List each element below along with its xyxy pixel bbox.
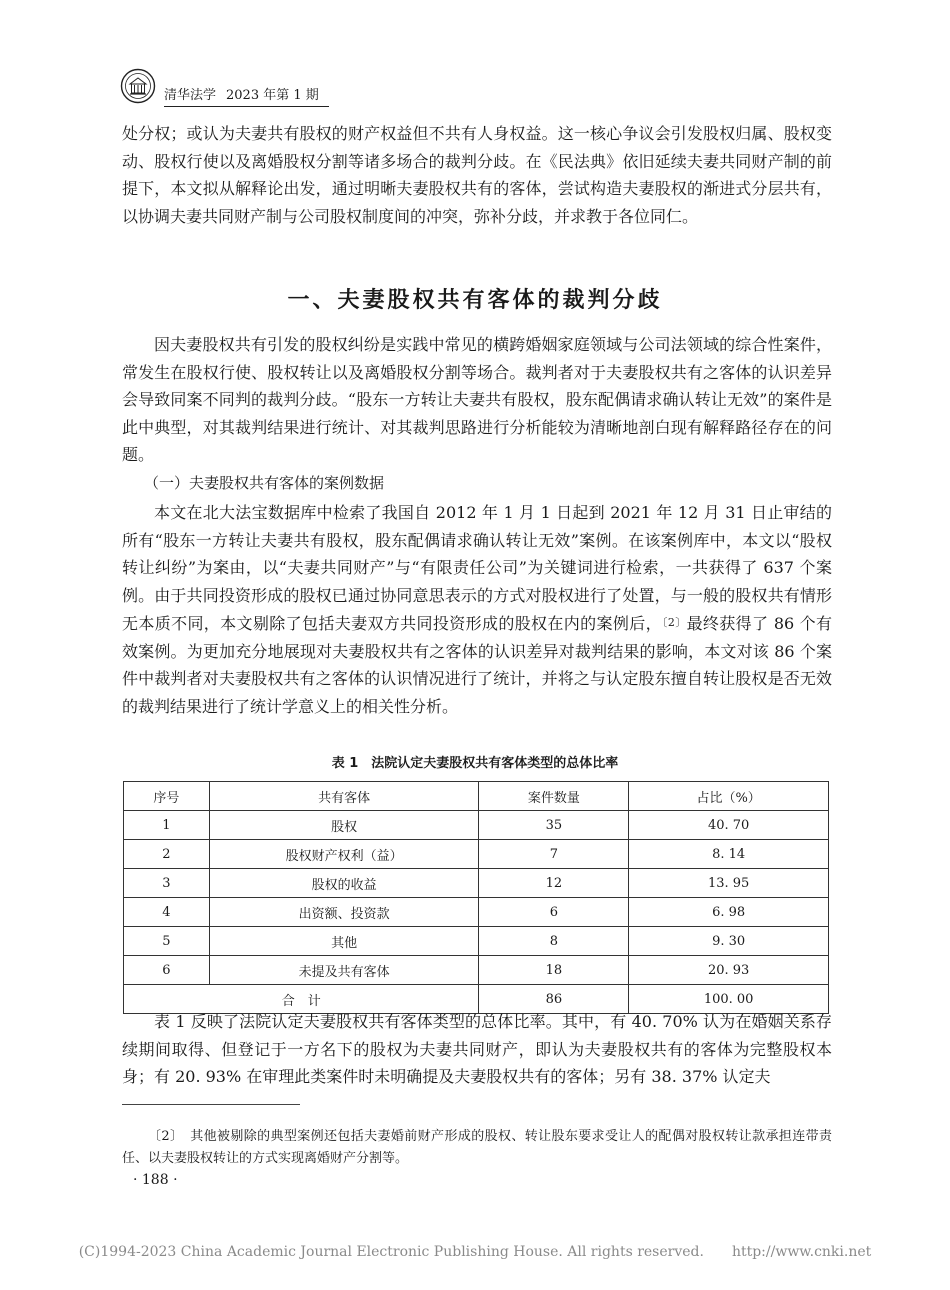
header-cell: 共有客体 (209, 782, 479, 811)
journal-name: 清华法学 (164, 88, 217, 103)
table-cell: 4 (124, 898, 210, 927)
footnote-divider (122, 1104, 300, 1105)
body-paragraph-3: 表 1 反映了法院认定夫妻股权共有客体类型的总体比率。其中，有 40. 70% 认为在婚姻关系存续期间取得、但登记于一方名下的股权为夫妻共同财产，即认为夫妻股权共有的客体为完整股权本身；有 20. 93% 在审理此类案件时未明确提及夫妻股权共有的客体；另有 38. 37% 认定夫 (122, 1012, 832, 1086)
table-cell: 出资额、投资款 (209, 898, 479, 927)
total-percentage: 100. 00 (629, 985, 829, 1014)
intro-paragraph: 处分权；或认为夫妻共有股权的财产权益但不共有人身权益。这一核心争议会引发股权归属、股权变动、股权行使以及离婚股权分割等诸多场合的裁判分歧。在《民法典》依旧延续夫妻共同财产制的前提下，本文拟从解释论出发，通过明晰夫妻股权共有的客体，尝试构造夫妻股权的渐进式分层共有，以协调夫妻共同财产制与公司股权制度间的冲突，弥补分歧，并求教于各位同仁。 (122, 124, 832, 226)
footnote-reference-link[interactable]: 〔2〕 (661, 616, 687, 629)
subsection-title: （一）夫妻股权共有客体的案例数据 (144, 474, 385, 492)
table-row (124, 869, 829, 898)
section-title: 一、夫妻股权共有客体的裁判分歧 (287, 287, 663, 313)
table-row (124, 840, 829, 869)
header-cell: 案件数量 (479, 782, 629, 811)
body-paragraph-2-text-a: 本文在北大法宝数据库中检索了我国自 2012 年 1 月 1 日起到 2021 年 12 月 31 日止审结的所有“股东一方转让夫妻共有股权，股东配偶请求确认转让无效”案例。在该案例库中，本文以“股权转让纠纷”为案由，以“夫妻共同财产”与“有限责任公司”为关键词进行检索，一共获得了 637 个案例。由于共同投资形成的股权已通过协同意思表示的方式对股权进行了处置，与一般的股权共有情形无本质不同，本文剔除了包括夫妻双方共同投资形成的股权在内的案例后， (122, 503, 832, 633)
table-cell: 未提及共有客体 (209, 956, 479, 985)
body-paragraph-2-text-b: 最终获得了 86 个有效案例。为更加充分地展现对夫妻股权共有之客体的认识差异对裁判结果的影响，本文对该 86 个案件中裁判者对夫妻股权共有之客体的认识情况进行了统计，并将之与认定股东擅自转让股权是否无效的裁判结果进行了统计学意义上的相关性分析。 (122, 614, 832, 716)
table-row (124, 956, 829, 985)
table-header-row (124, 782, 829, 811)
table-cell: 6. 98 (629, 898, 829, 927)
table-cell: 股权 (209, 811, 479, 840)
table-cell: 其他 (209, 927, 479, 956)
table-cell: 6 (124, 956, 210, 985)
journal-logo-icon (120, 68, 156, 104)
body-paragraph-2 (122, 499, 832, 720)
table-cell: 9. 30 (629, 927, 829, 956)
footnote: 〔2〕 其他被剔除的典型案例还包括夫妻婚前财产形成的股权、转让股东要求受让人的配偶对股权转让款承担连带责任、以夫妻股权转让的方式实现离婚财产分割等。 (122, 1129, 832, 1166)
journal-issue-line (164, 84, 329, 107)
data-table (123, 781, 829, 1014)
table-cell: 5 (124, 927, 210, 956)
copyright-line: (C)1994-2023 China Academic Journal Electronic Publishing House. All rights reserved. http://www.cnki.net (78, 1244, 872, 1260)
journal-issue: 2023 年第 1 期 (226, 88, 319, 103)
table-cell: 1 (124, 811, 210, 840)
table-cell: 股权财产权利（益） (209, 840, 479, 869)
table-cell: 12 (479, 869, 629, 898)
total-label: 合 计 (124, 985, 479, 1014)
table-cell: 20. 93 (629, 956, 829, 985)
total-count: 86 (479, 985, 629, 1014)
table-row (124, 927, 829, 956)
table-cell: 3 (124, 869, 210, 898)
table-cell: 2 (124, 840, 210, 869)
table-cell: 35 (479, 811, 629, 840)
header-cell: 序号 (124, 782, 210, 811)
table-caption: 表 1 法院认定夫妻股权共有客体类型的总体比率 (331, 756, 619, 771)
table-row (124, 898, 829, 927)
table-cell: 股权的收益 (209, 869, 479, 898)
table-cell: 7 (479, 840, 629, 869)
table-cell: 8 (479, 927, 629, 956)
table-cell: 40. 70 (629, 811, 829, 840)
table-row (124, 811, 829, 840)
page-number: · 188 · (133, 1172, 178, 1188)
table-cell: 18 (479, 956, 629, 985)
table-cell: 6 (479, 898, 629, 927)
header-cell: 占比（%） (629, 782, 829, 811)
table-cell: 13. 95 (629, 869, 829, 898)
table-cell: 8. 14 (629, 840, 829, 869)
body-paragraph-1: 因夫妻股权共有引发的股权纠纷是实践中常见的横跨婚姻家庭领域与公司法领域的综合性案件，常发生在股权行使、股权转让以及离婚股权分割等场合。裁判者对于夫妻股权共有之客体的认识差异会导致同案不同判的裁判分歧。“股东一方转让夫妻共有股权，股东配偶请求确认转让无效”的案件是此中典型，对其裁判结果进行统计、对其裁判思路进行分析能较为清晰地剖白现有解释路径存在的问题。 (122, 335, 832, 464)
